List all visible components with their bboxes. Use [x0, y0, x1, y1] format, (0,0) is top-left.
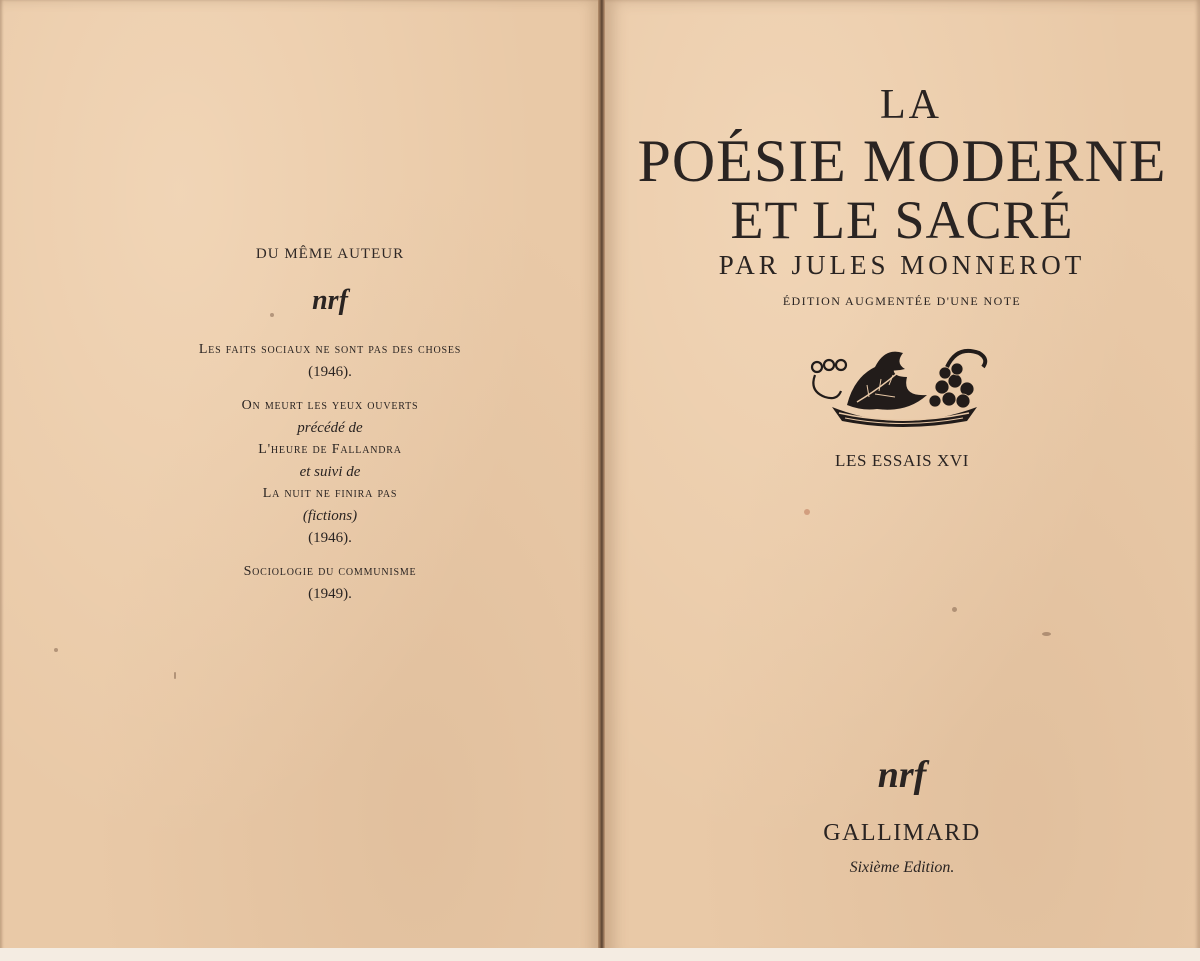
series-label: LES ESSAIS XVI [834, 451, 970, 470]
work-line: Les faits sociaux ne sont pas des choses [198, 342, 462, 357]
paper-speck [54, 648, 58, 652]
works-list [40, 339, 620, 605]
publisher-block [604, 756, 1200, 877]
work-line: La nuit ne finira pas [262, 486, 398, 501]
edition-note: ÉDITION AUGMENTÉE D'UNE NOTE [782, 294, 1022, 308]
title-line-1: LA [880, 82, 942, 128]
paper-speck [804, 509, 810, 515]
work-line: (fictions) [302, 508, 358, 524]
work-line: (1946). [308, 364, 352, 380]
nrf-logo: nrf [312, 285, 348, 316]
fruit-basket-woodcut-icon [807, 347, 997, 429]
title-line-3: ET LE SACRÉ [730, 190, 1074, 250]
work-line: On meurt les yeux ouverts [241, 398, 419, 413]
work-line: Sociologie du communisme [243, 564, 417, 579]
work-line: (1946). [308, 530, 352, 546]
work-entry [40, 561, 620, 605]
title-page-content [604, 82, 1200, 471]
author-line: PAR JULES MONNEROT [718, 250, 1086, 280]
title-line-2: POÉSIE MODERNE [637, 128, 1167, 194]
publisher-name: GALLIMARD [823, 820, 981, 846]
work-line: (1949). [308, 586, 352, 602]
work-line: et suivi de [299, 464, 361, 480]
paper-speck [1042, 632, 1051, 636]
work-line: précédé de [297, 420, 363, 436]
page-bottom-edge [0, 948, 1200, 961]
work-line: L'heure de Fallandra [258, 442, 402, 457]
paper-speck [174, 672, 176, 679]
work-entry [40, 395, 620, 549]
nrf-logo-right: nrf [877, 754, 927, 796]
printing-note: Sixième Edition. [849, 859, 955, 876]
paper-speck [952, 607, 957, 612]
left-page-content [40, 246, 620, 617]
work-entry [40, 339, 620, 383]
also-by-heading: DU MÊME AUTEUR [255, 246, 405, 262]
